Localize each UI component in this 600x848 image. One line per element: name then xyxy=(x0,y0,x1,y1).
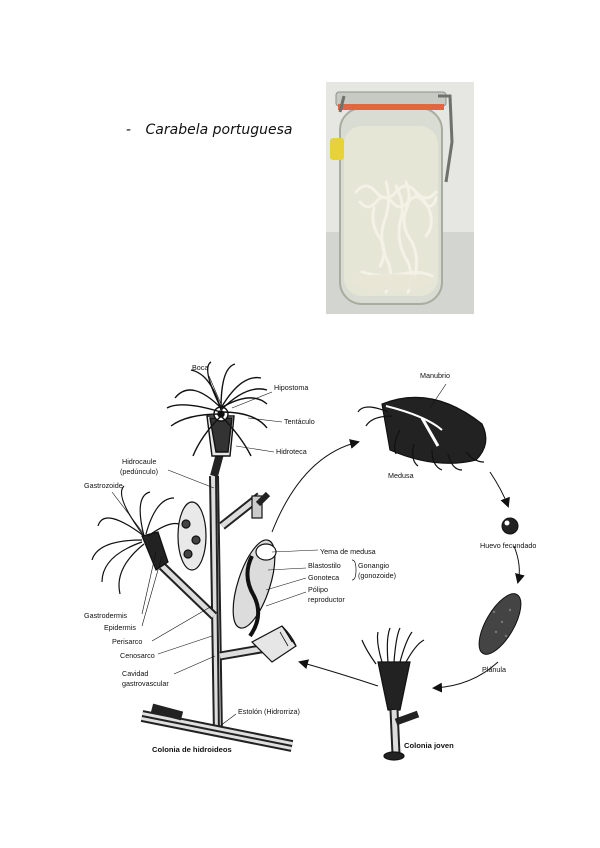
label-gastrozoide: Gastrozoide xyxy=(84,481,123,490)
top-hydranth xyxy=(167,362,267,456)
label-cenosarco: Cenosarco xyxy=(120,651,155,660)
label-hidrocaule: Hidrocaule xyxy=(122,457,157,466)
label-boca: Boca xyxy=(192,363,209,372)
label-gonoteca: Gonoteca xyxy=(308,573,340,582)
label-gonozoide: (gonozoide) xyxy=(358,571,396,580)
label-gonangio: Gonangio xyxy=(358,561,390,570)
jar-tag xyxy=(330,138,344,160)
label-planula: Plánula xyxy=(482,665,506,674)
jar-lid xyxy=(336,92,446,106)
jar-seal xyxy=(338,104,444,110)
label-hidroteca: Hidroteca xyxy=(276,447,307,456)
gonangio-brace xyxy=(352,560,356,580)
label-gastrodermis: Gastrodermis xyxy=(84,611,128,620)
label-estolon: Estolón (Hidrorriza) xyxy=(238,707,300,716)
label-medusa: Medusa xyxy=(388,471,414,480)
label-tentaculo: Tentáculo xyxy=(284,417,315,426)
label-hipostoma: Hipostoma xyxy=(274,383,309,392)
life-cycle-svg xyxy=(82,356,537,766)
label-huevo: Huevo fecundado xyxy=(480,541,537,550)
label-reproductor: reproductor xyxy=(308,595,345,604)
label-cavidad: Cavidad xyxy=(122,669,149,678)
label-epidermis: Epidermis xyxy=(104,623,136,632)
label-blastostilo: Blastostilo xyxy=(308,561,341,570)
label-perisarco: Perisarco xyxy=(112,637,143,646)
label-gastrovascular: gastrovascular xyxy=(122,679,169,688)
jar-illustration xyxy=(326,82,474,314)
medusa-drawing xyxy=(358,397,486,470)
species-name: Carabela portuguesa xyxy=(145,122,293,138)
caption-dash: - xyxy=(126,122,132,138)
label-colonia: Colonia de hidroideos xyxy=(152,745,232,754)
label-polipo: Pólipo xyxy=(308,585,328,594)
hydrozoan-life-cycle-diagram xyxy=(82,356,537,766)
colony-drawing xyxy=(142,446,292,746)
label-manubrio: Manubrio xyxy=(420,371,450,380)
label-colonia-joven: Colonia joven xyxy=(404,741,454,750)
jar-photo xyxy=(326,82,474,314)
species-caption xyxy=(126,122,292,138)
label-yema: Yema de medusa xyxy=(320,547,376,556)
lower-polyp xyxy=(252,626,296,662)
label-pedunculo: (pedúnculo) xyxy=(120,467,158,476)
planula-drawing xyxy=(471,588,529,661)
egg-drawing xyxy=(502,518,518,534)
